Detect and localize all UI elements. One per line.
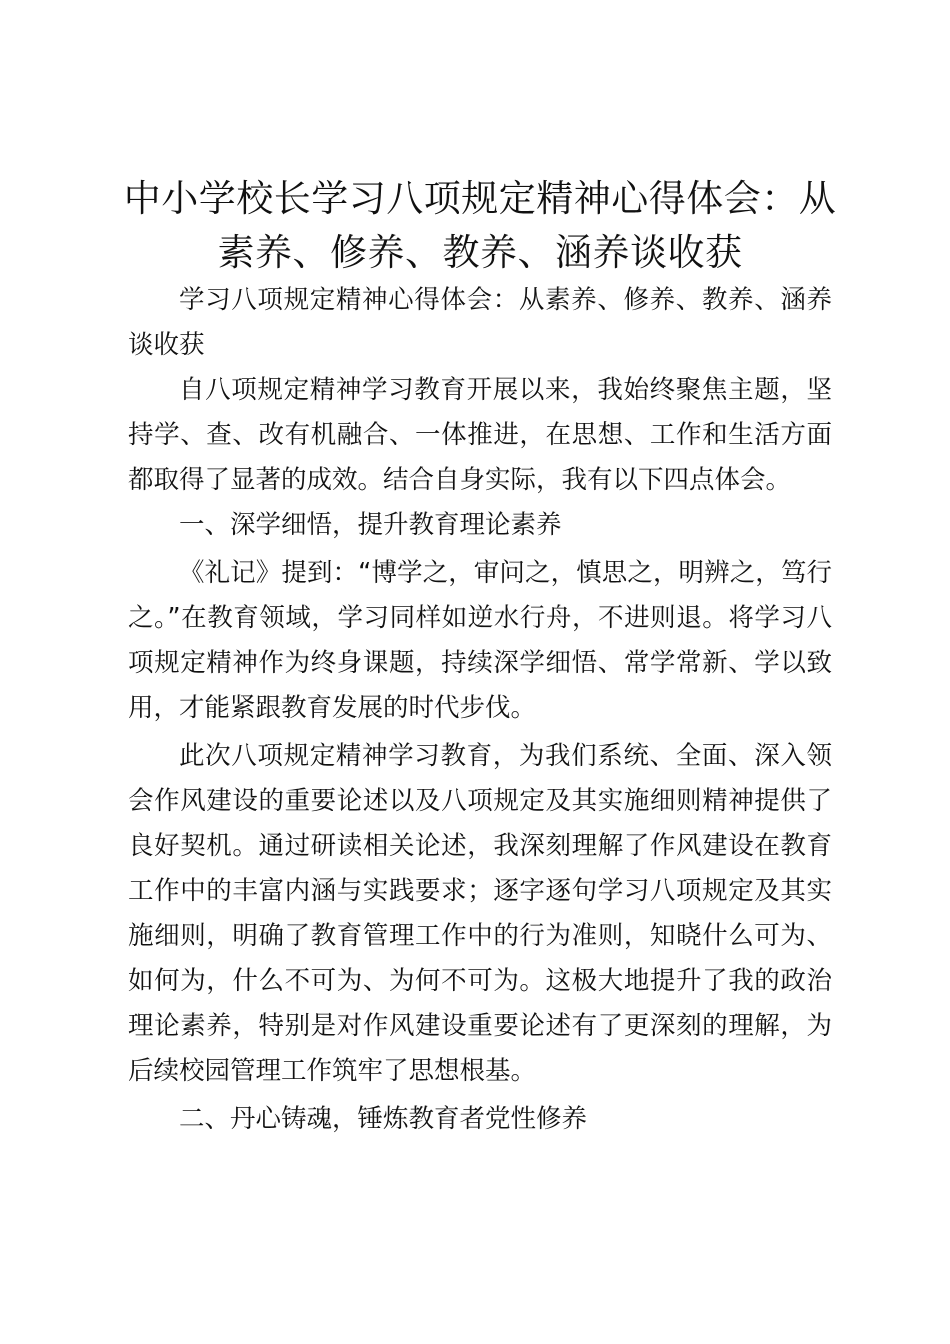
section-heading-2: 二、丹心铸魂，锤炼教育者党性修养 — [179, 1104, 588, 1134]
section-heading-1: 一、深学细悟，提升教育理论素养 — [179, 510, 562, 540]
document-title: 中小学校长学习八项规定精神心得体会：从素养、修养、教养、涵养谈收获 — [123, 177, 837, 274]
subtitle-paragraph: 学习八项规定精神心得体会：从素养、修养、教养、涵养谈收获 — [128, 285, 832, 360]
body-paragraph-2: 此次八项规定精神学习教育，为我们系统、全面、深入领会作风建设的重要论述以及八项规定及其实施细则精神提供了良好契机。通过研读相关论述，我深刻理解了作风建设在教育工作中的丰富内涵与实践要求；逐字逐句学习八项规定及其实施细则，明确了教育管理工作中的行为准则，知晓什么可为、如何为，什么不可为、为何不可为。这极大地提升了我的政治理论素养，特别是对作风建设重要论述有了更深刻的理解，为后续校园管理工作筑牢了思想根基。 — [128, 741, 832, 1086]
document-body — [128, 278, 832, 1145]
intro-paragraph: 自八项规定精神学习教育开展以来，我始终聚焦主题，坚持学、查、改有机融合、一体推进，在思想、工作和生活方面都取得了显著的成效。结合自身实际，我有以下四点体会。 — [128, 375, 832, 495]
body-paragraph-1: 《礼记》提到：“博学之，审问之，慎思之，明辨之，笃行之。”在教育领域，学习同样如逆水行舟，不进则退。将学习八项规定精神作为终身课题，持续深学细悟、常学常新、学以致用，才能紧跟教育发展的时代步伐。 — [128, 558, 832, 723]
